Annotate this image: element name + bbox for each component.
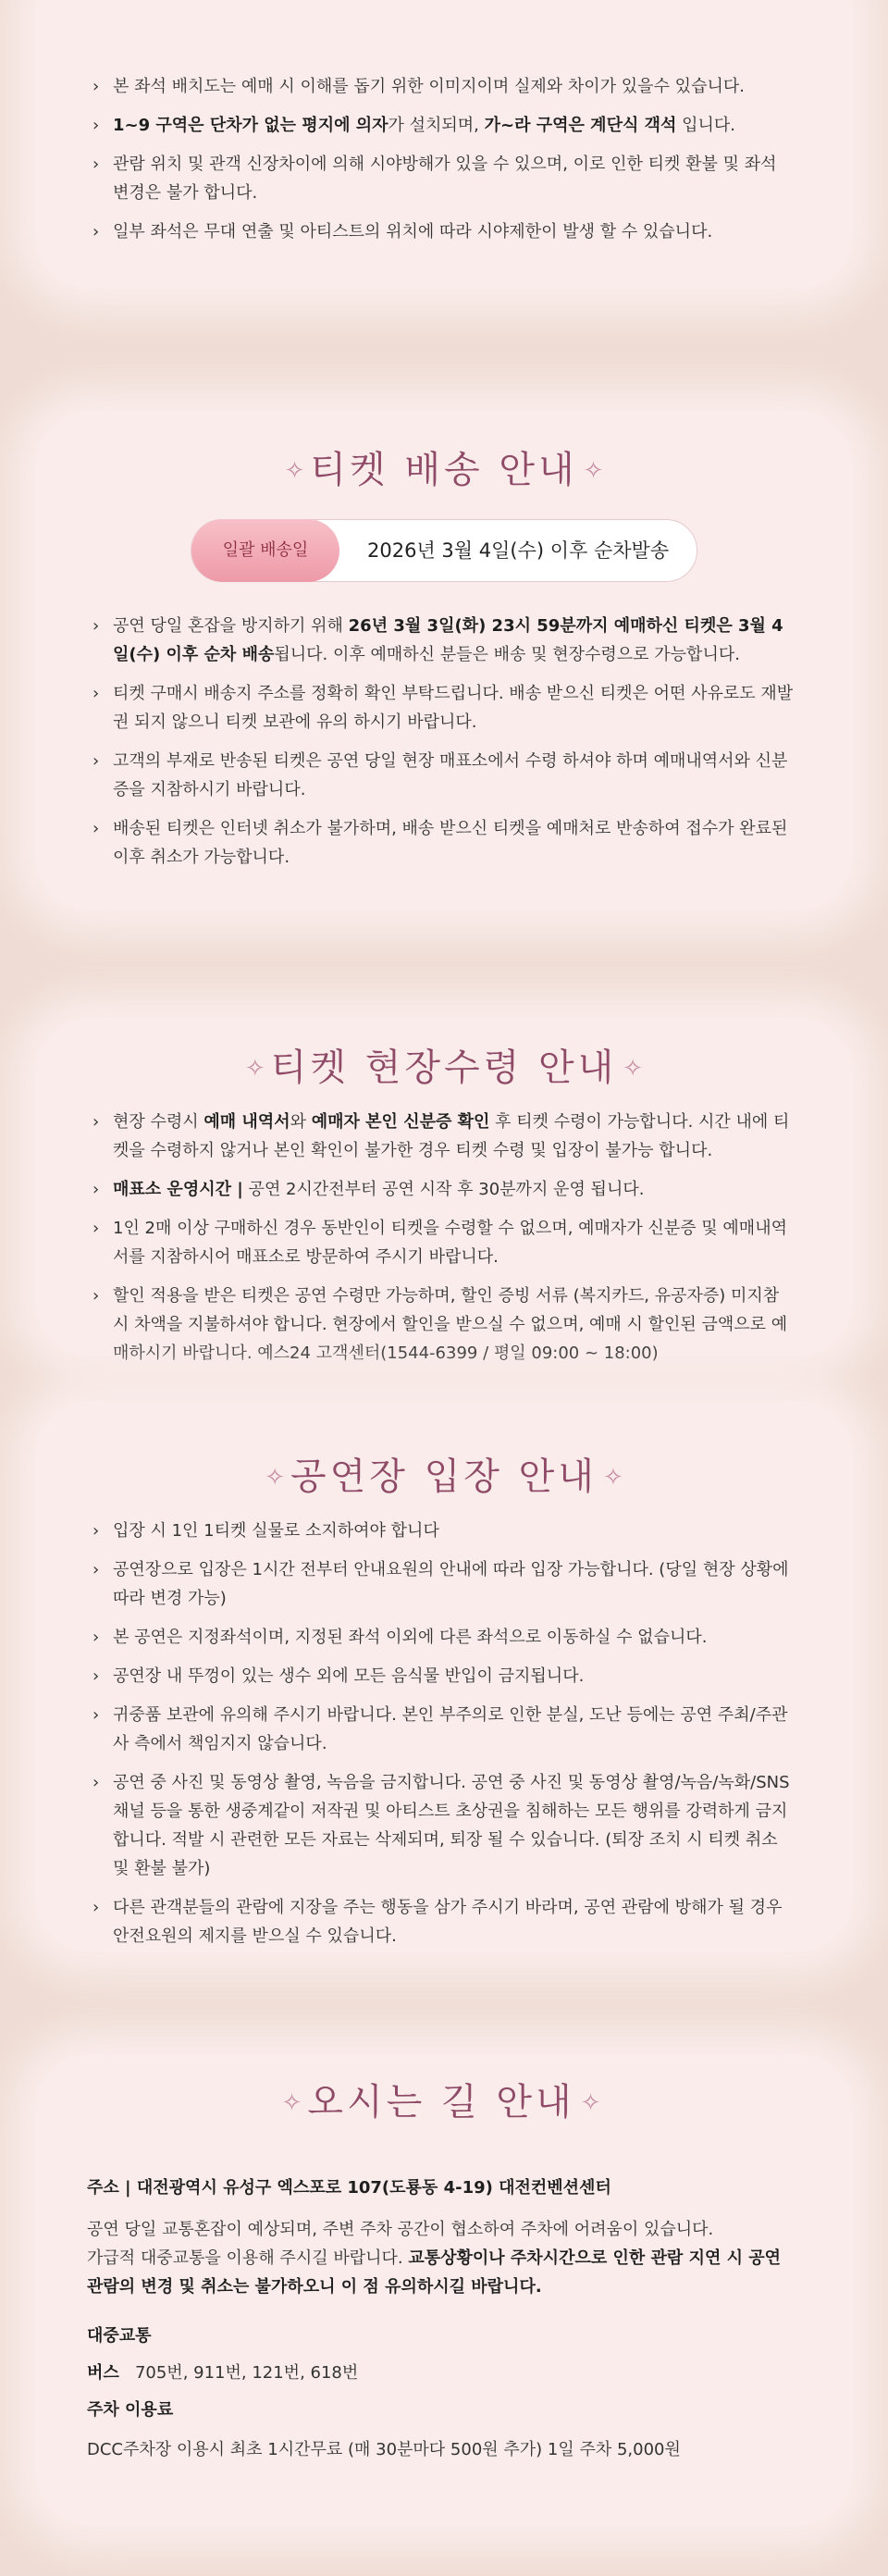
chevron-right-icon: ›	[92, 751, 100, 771]
note-text: 할인 적용을 받은 티켓은 공연 수령만 가능하며, 할인 증빙 서류 (복지카드, 유공자증) 미지참 시 차액을 지불하셔야 합니다. 현장에서 할인을 받으실 수 없으며, 예매 시 할인된 금액으로 예매하시기 바랍니다. 예스24 고객센터(1544-6399 / 평일 09:00 ~ 18:00)	[113, 1286, 788, 1363]
chevron-right-icon: ›	[92, 1898, 100, 1917]
emphasis-text: 매표소 운영시간 |	[113, 1180, 243, 1199]
list-item	[92, 217, 796, 246]
chevron-right-icon: ›	[92, 1286, 100, 1306]
address-value: 대전광역시 유성구 엑스포로 107(도룡동 4-19) 대전컨벤션센터	[136, 2178, 611, 2198]
note-text: 관람 위치 및 관객 신장차이에 의해 시야방해가 있을 수 있으며, 이로 인한 티켓 환불 및 좌석 변경은 불가 합니다.	[113, 155, 777, 203]
chevron-right-icon: ›	[92, 155, 100, 174]
address-line	[87, 2174, 796, 2202]
sparkle-icon: ✧	[580, 2089, 601, 2117]
list-item	[92, 612, 796, 669]
list-item	[92, 150, 796, 207]
emphasis-text: 1~9 구역은 단차가 없는 평지에 의자	[113, 116, 388, 135]
sparkle-icon: ✧	[623, 1055, 644, 1083]
bus-label: 버스	[87, 2363, 119, 2383]
bus-routes: 705번, 911번, 121번, 618번	[134, 2363, 359, 2383]
note-text: 와	[290, 1112, 312, 1132]
pickup-card	[35, 1018, 853, 1363]
sparkle-icon: ✧	[602, 1464, 623, 1492]
list-item	[92, 111, 796, 140]
entry-notes-list	[92, 1517, 796, 1951]
chevron-right-icon: ›	[92, 116, 100, 135]
pickup-title: ✧ 티켓 현장수령 안내 ✧	[244, 1046, 644, 1089]
chevron-right-icon: ›	[92, 616, 100, 636]
list-item	[92, 747, 796, 804]
note-text: 공연 당일 혼잡을 방지하기 위해	[113, 616, 349, 636]
sparkle-icon: ✧	[265, 1464, 286, 1492]
delivery-notes-list	[92, 612, 796, 872]
list-item	[92, 1214, 796, 1271]
directions-card	[35, 2054, 853, 2526]
address-label: 주소 |	[87, 2178, 137, 2198]
note-text: 됩니다. 이후 예매하신 분들은 배송 및 현장수령으로 가능합니다.	[274, 645, 740, 664]
list-item	[92, 1893, 796, 1951]
sparkle-icon: ✧	[244, 1055, 265, 1083]
note-text: 공연 중 사진 및 동영상 촬영, 녹음을 금지합니다. 공연 중 사진 및 동영상 촬영/녹음/녹화/SNS 채널 등을 통한 생중계같이 저작권 및 아티스트 초상권을 침해하는 모든 행위를 강력하게 금지합니다. 적발 시 관련한 모든 자료는 삭제되며, 퇴장 될 수 있습니다. (퇴장 조치 시 티켓 취소 및 환불 불가)	[113, 1773, 790, 1878]
bus-line	[87, 2359, 796, 2387]
note-text: 고객의 부재로 반송된 티켓은 공연 당일 현장 매표소에서 수령 하셔야 하며 예매내역서와 신분증을 지참하시기 바랍니다.	[113, 751, 788, 799]
delivery-date-pill	[191, 519, 697, 582]
traffic-warning: 교통상황이나 주차시간으로 인한 관람 지연 시 공연 관람의 변경 및 취소는 불가하오니 이 점 유의하시길 바랍니다.	[87, 2248, 782, 2297]
seat-notes-list	[92, 72, 796, 246]
list-item	[92, 1662, 796, 1690]
note-text: 입니다.	[676, 116, 735, 135]
delivery-title: ✧ 티켓 배송 안내 ✧	[284, 449, 604, 491]
chevron-right-icon: ›	[92, 819, 100, 838]
parking-heading: 주차 이용료	[87, 2400, 174, 2420]
note-text: 귀중품 보관에 유의해 주시기 바랍니다. 본인 부주의로 인한 분실, 도난 등에는 공연 주최/주관사 측에서 책임지지 않습니다.	[113, 1705, 788, 1753]
delivery-card	[35, 411, 853, 910]
note-text: 다른 관객분들의 관람에 지장을 주는 행동을 삼가 주시기 바라며, 공연 관람에 방해가 될 경우 안전요원의 제지를 받으실 수 있습니다.	[113, 1898, 783, 1946]
chevron-right-icon: ›	[92, 1521, 100, 1541]
list-item	[92, 72, 796, 101]
list-item	[92, 1623, 796, 1652]
chevron-right-icon: ›	[92, 222, 100, 242]
note-text: 공연장 내 뚜껑이 있는 생수 외에 모든 음식물 반입이 금지됩니다.	[113, 1666, 585, 1686]
note-text: 후 티켓 수령이 가능합니다. 시간 내에 티켓을 수령하지 않거나 본인 확인이 불가한 경우 티켓 수령 및 입장이 불가능 합니다.	[113, 1112, 790, 1160]
note-text: 일부 좌석은 무대 연출 및 아티스트의 위치에 따라 시야제한이 발생 할 수 있습니다.	[113, 222, 713, 242]
note-text: 공연장으로 입장은 1시간 전부터 안내요원의 안내에 따라 입장 가능합니다. (당일 현장 상황에 따라 변경 가능)	[113, 1560, 789, 1608]
note-text: 1인 2매 이상 구매하신 경우 동반인이 티켓을 수령할 수 없으며, 예매자가 신분증 및 예매내역서를 지참하시어 매표소로 방문하여 주시기 바랍니다.	[113, 1219, 787, 1267]
seat-notes-card	[35, 0, 853, 289]
traffic-note-line1: 공연 당일 교통혼잡이 예상되며, 주변 주차 공간이 협소하여 주차에 어려움이 있습니다.	[87, 2220, 714, 2239]
chevron-right-icon: ›	[92, 1705, 100, 1725]
parking-text: DCC주차장 이용시 최초 1시간무료 (매 30분마다 500원 추가) 1일 주차 5,000원	[87, 2440, 681, 2459]
emphasis-text: 예매자 본인 신분증 확인	[311, 1112, 490, 1132]
list-item	[92, 814, 796, 872]
chevron-right-icon: ›	[92, 1666, 100, 1686]
directions-title: ✧ 오시는 길 안내 ✧	[281, 2081, 601, 2124]
traffic-note-line2: 가급적 대중교통을 이용해 주시길 바랍니다.	[87, 2248, 409, 2268]
list-item	[92, 1768, 796, 1883]
list-item	[92, 1701, 796, 1758]
list-item	[92, 1108, 796, 1165]
entry-card	[35, 1401, 853, 1952]
emphasis-text: 가~라 구역은 계단식 객석	[484, 116, 677, 135]
note-text: 현장 수령시	[113, 1112, 204, 1132]
chevron-right-icon: ›	[92, 1560, 100, 1579]
list-item	[92, 679, 796, 737]
chevron-right-icon: ›	[92, 1180, 100, 1199]
chevron-right-icon: ›	[92, 1628, 100, 1647]
transit-heading: 대중교통	[87, 2326, 152, 2346]
list-item	[92, 1282, 796, 1368]
emphasis-text: 예매 내역서	[204, 1112, 290, 1132]
delivery-date-value: 2026년 3월 4일(수) 이후 순차발송	[367, 539, 670, 562]
sparkle-icon: ✧	[284, 457, 305, 485]
sparkle-icon: ✧	[281, 2089, 302, 2117]
emphasis-text: 26년 3월 3일(화) 23시 59분까지 예매하신 티켓은 3월 4일(수) 이후 순차 배송	[113, 616, 783, 664]
entry-title: ✧ 공연장 입장 안내 ✧	[265, 1455, 623, 1498]
note-text: 가 설치되며,	[388, 116, 485, 135]
delivery-date-label: 일괄 배송일	[191, 519, 339, 582]
note-text: 본 좌석 배치도는 예매 시 이해를 돕기 위한 이미지이며 실제와 차이가 있을수 있습니다.	[113, 77, 745, 96]
note-text: 배송된 티켓은 인터넷 취소가 불가하며, 배송 받으신 티켓을 예매처로 반송하여 접수가 완료된 이후 취소가 가능합니다.	[113, 819, 788, 867]
pickup-notes-list	[92, 1108, 796, 1368]
chevron-right-icon: ›	[92, 77, 100, 96]
sparkle-icon: ✧	[583, 457, 604, 485]
note-text: 입장 시 1인 1티켓 실물로 소지하여야 합니다	[113, 1521, 439, 1541]
chevron-right-icon: ›	[92, 1219, 100, 1238]
chevron-right-icon: ›	[92, 1773, 100, 1792]
list-item	[92, 1555, 796, 1613]
note-text: 티켓 구매시 배송지 주소를 정확히 확인 부탁드립니다. 배송 받으신 티켓은 어떤 사유로도 재발권 되지 않으니 티켓 보관에 유의 하시기 바랍니다.	[113, 684, 794, 732]
traffic-note	[87, 2215, 796, 2301]
chevron-right-icon: ›	[92, 684, 100, 703]
chevron-right-icon: ›	[92, 1112, 100, 1132]
list-item	[92, 1175, 796, 1204]
note-text: 공연 2시간전부터 공연 시작 후 30분까지 운영 됩니다.	[242, 1180, 645, 1199]
note-text: 본 공연은 지정좌석이며, 지정된 좌석 이외에 다른 좌석으로 이동하실 수 없습니다.	[113, 1628, 708, 1647]
list-item	[92, 1517, 796, 1545]
